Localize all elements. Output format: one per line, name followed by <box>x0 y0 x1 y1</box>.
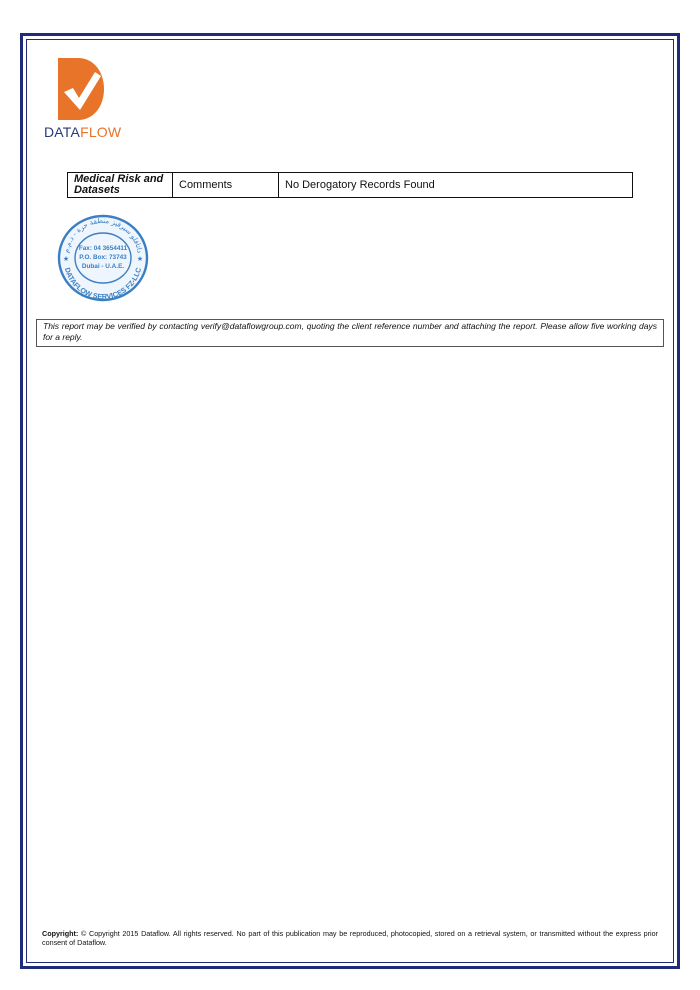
comments-label: Comments <box>173 173 279 198</box>
stamp-arabic-text: داتافلو سيرفيز منطقة حرة - ذ.م.م <box>62 216 144 254</box>
medical-risk-table <box>67 172 633 198</box>
dataflow-logo <box>44 58 134 148</box>
stamp-city: Dubai - U.A.E. <box>81 263 125 270</box>
stamp-company-text: DATAFLOW SERVICES FZ-LLC <box>62 266 144 302</box>
logo-wordmark: DATAFLOW <box>44 124 122 140</box>
medical-risk-label: Medical Risk and Datasets <box>68 173 173 198</box>
stamp-fax: Fax: 04 3654411 <box>78 245 128 252</box>
stamp-pobox: P.O. Box: 73743 <box>79 254 127 261</box>
records-result: No Derogatory Records Found <box>279 173 633 198</box>
copyright-label: Copyright: <box>42 929 79 938</box>
table-row <box>68 173 633 198</box>
star-icon: ★ <box>62 256 70 263</box>
verification-notice: This report may be verified by contacting verify@dataflowgroup.com, quoting the client reference number and attaching the report. Please allow five working days for a reply. <box>36 319 664 347</box>
company-stamp <box>54 212 152 304</box>
dataflow-logo-icon <box>58 58 104 120</box>
copyright-footer <box>42 929 658 947</box>
copyright-text: © Copyright 2015 Dataflow. All rights reserved. No part of this publication may be reproduced, photocopied, stored on a retrieval system, or transmitted without the express prior consent of Dataflow. <box>42 929 659 947</box>
star-icon: ★ <box>136 256 144 263</box>
